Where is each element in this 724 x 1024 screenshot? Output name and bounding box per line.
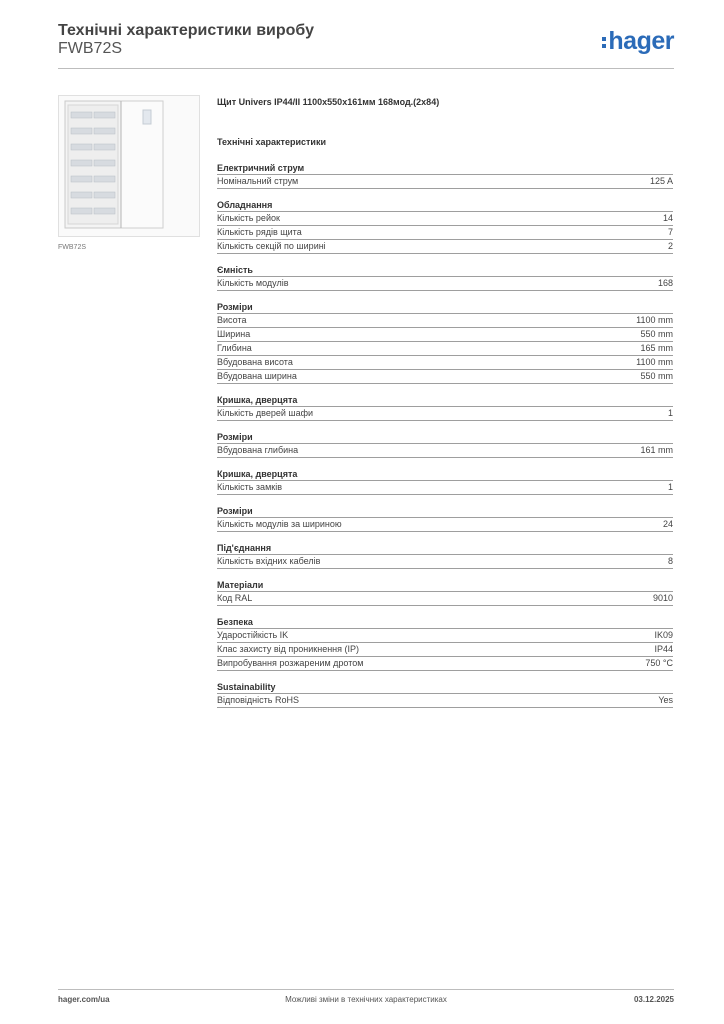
spec-label: Вбудована ширина [217, 371, 297, 381]
spec-group-title: Під'єднання [217, 542, 673, 555]
spec-row [217, 226, 673, 240]
spec-group [217, 505, 673, 532]
spec-value: 165 mm [640, 343, 673, 353]
spec-group [217, 542, 673, 569]
spec-group [217, 162, 673, 189]
spec-value: 1 [667, 408, 673, 418]
spec-row [217, 175, 673, 189]
spec-value: IK09 [654, 630, 673, 640]
spec-value: 750 °C [645, 658, 673, 668]
spec-group-title: Безпека [217, 616, 673, 629]
spec-value: 14 [662, 213, 673, 223]
spec-row [217, 407, 673, 421]
spec-group [217, 616, 673, 671]
spec-value: 1100 mm [636, 357, 673, 367]
spec-value: 550 mm [640, 371, 673, 381]
spec-groups [217, 162, 673, 708]
spec-row [217, 444, 673, 458]
footer-website: hager.com/ua [58, 995, 110, 1004]
spec-value: Yes [658, 695, 673, 705]
spec-label: Вбудована висота [217, 357, 293, 367]
spec-label: Кількість дверей шафи [217, 408, 314, 418]
spec-label: Кількість рядів щита [217, 227, 302, 237]
spec-label: Кількість рейок [217, 213, 280, 223]
product-code: FWB72S [58, 40, 123, 57]
spec-group [217, 579, 673, 606]
spec-row [217, 370, 673, 384]
spec-value: 1100 mm [636, 315, 673, 325]
image-caption: FWB72S [58, 244, 87, 251]
spec-group [217, 264, 673, 291]
spec-label: Кількість замків [217, 482, 282, 492]
product-image [58, 95, 200, 237]
spec-label: Висота [217, 315, 247, 325]
spec-row [217, 356, 673, 370]
spec-value: 1 [667, 482, 673, 492]
spec-row [217, 555, 673, 569]
spec-label: Кількість секцій по ширині [217, 241, 326, 251]
spec-label: Код RAL [217, 593, 253, 603]
spec-value: 161 mm [640, 445, 673, 455]
spec-value: 24 [662, 519, 673, 529]
spec-row [217, 592, 673, 606]
spec-group [217, 199, 673, 254]
header-divider [58, 68, 674, 69]
spec-value: 168 [657, 278, 673, 288]
page-header [58, 22, 674, 70]
spec-label: Клас захисту від проникнення (IP) [217, 644, 360, 654]
spec-row [217, 277, 673, 291]
spec-value: 8 [667, 556, 673, 566]
spec-label: Ударостійкість IK [217, 630, 289, 640]
spec-row [217, 518, 673, 532]
spec-label: Ширина [217, 329, 251, 339]
spec-group-title: Обладнання [217, 199, 673, 212]
spec-group-title: Електричний струм [217, 162, 673, 175]
spec-group-title: Кришка, дверцята [217, 468, 673, 481]
spec-row [217, 481, 673, 495]
section-title: Технічні характеристики [217, 137, 326, 147]
spec-group-title: Кришка, дверцята [217, 394, 673, 407]
spec-group [217, 394, 673, 421]
spec-label: Випробування розжареним дротом [217, 658, 364, 668]
spec-value: 7 [667, 227, 673, 237]
spec-group-title: Розміри [217, 505, 673, 518]
spec-group [217, 301, 673, 384]
spec-group-title: Розміри [217, 431, 673, 444]
spec-group-title: Ємність [217, 264, 673, 277]
spec-group [217, 681, 673, 708]
spec-row [217, 342, 673, 356]
spec-row [217, 629, 673, 643]
spec-label: Глибина [217, 343, 252, 353]
footer-note: Можливі зміни в технічних характеристиках [285, 995, 447, 1004]
spec-value: 550 mm [640, 329, 673, 339]
logo-dots-icon [602, 34, 606, 51]
spec-label: Кількість модулів [217, 278, 289, 288]
spec-row [217, 694, 673, 708]
product-title: Щит Univers IP44/II 1100x550x161мм 168мод.(2x84) [217, 97, 440, 107]
spec-value: 9010 [652, 593, 673, 603]
spec-group [217, 468, 673, 495]
spec-label: Номінальний струм [217, 176, 299, 186]
spec-label: Кількість вхідних кабелів [217, 556, 321, 566]
specs-panel [217, 95, 673, 708]
spec-row [217, 314, 673, 328]
spec-row [217, 240, 673, 254]
hager-logo [602, 27, 674, 56]
footer-date: 03.12.2025 [633, 995, 674, 1004]
spec-value: 125 A [649, 176, 673, 186]
spec-row [217, 212, 673, 226]
spec-group [217, 431, 673, 458]
spec-group-title: Розміри [217, 301, 673, 314]
logo-text: hager [608, 27, 674, 55]
spec-group-title: Матеріали [217, 579, 673, 592]
spec-row [217, 328, 673, 342]
spec-value: IP44 [654, 644, 673, 654]
footer-divider [58, 989, 674, 990]
spec-row [217, 643, 673, 657]
spec-label: Кількість модулів за шириною [217, 519, 342, 529]
document-title: Технічні характеристики виробу [58, 22, 314, 39]
spec-label: Відповідність RoHS [217, 695, 299, 705]
spec-row [217, 657, 673, 671]
spec-label: Вбудована глибина [217, 445, 299, 455]
spec-group-title: Sustainability [217, 681, 673, 694]
spec-value: 2 [667, 241, 673, 251]
